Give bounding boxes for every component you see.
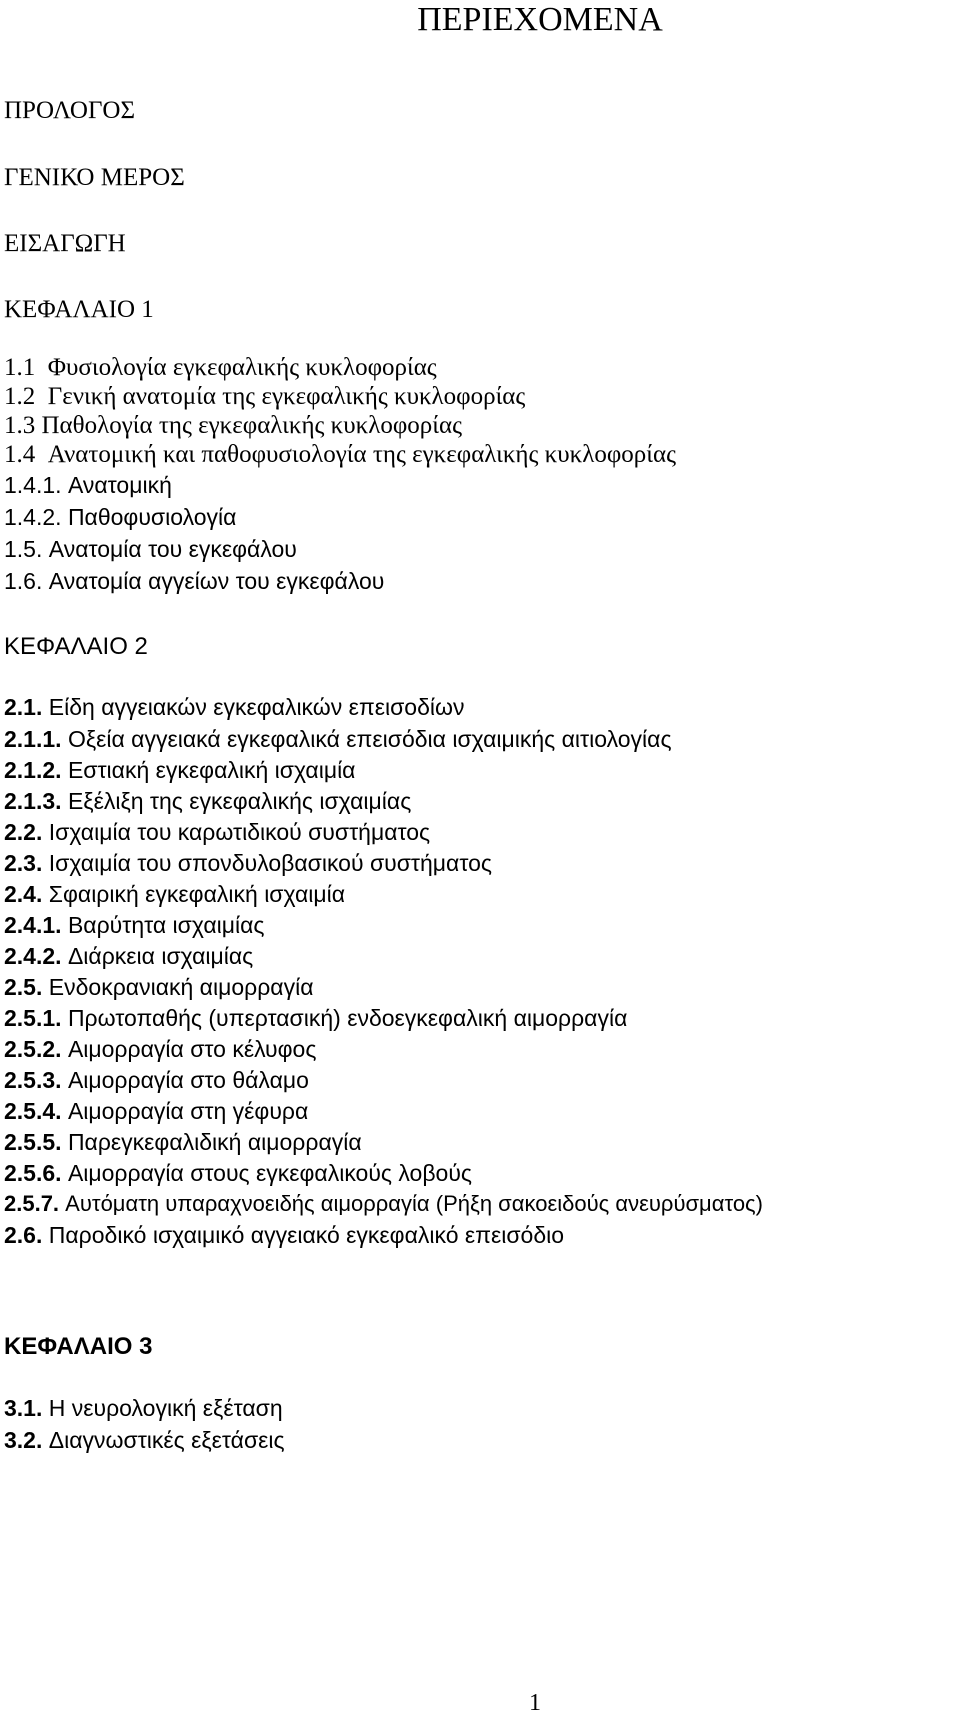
toc-number: 2.1.2. <box>4 757 62 783</box>
toc-number: 1.1 <box>4 354 36 381</box>
toc-entry <box>4 567 384 595</box>
toc-number: 2.4.1. <box>4 912 62 938</box>
toc-number: 2.5.5. <box>4 1129 62 1155</box>
heading-chapter-1: ΚΕΦΑΛΑΙΟ 1 <box>4 296 154 323</box>
toc-text: Αιμορραγία στους εγκεφαλικούς λοβούς <box>67 1160 473 1186</box>
toc-text: Ισχαιμία του σπονδυλοβασικού συστήματος <box>48 850 492 876</box>
toc-text: Η νευρολογική εξέταση <box>48 1395 283 1421</box>
toc-entry <box>4 1097 308 1125</box>
toc-number: 2.1. <box>4 694 43 720</box>
toc-number: 2.5.7. <box>4 1191 60 1216</box>
toc-number: 2.5.2. <box>4 1036 62 1062</box>
toc-text: Οξεία αγγειακά εγκεφαλικά επεισόδια ισχαιμικής αιτιολογίας <box>67 726 672 752</box>
toc-entry <box>4 880 345 908</box>
toc-number: 2.2. <box>4 819 43 845</box>
toc-text: Σφαιρική εγκεφαλική ισχαιμία <box>48 881 346 907</box>
toc-text: Διάρκεια ισχαιμίας <box>67 943 254 969</box>
toc-entry <box>4 849 492 877</box>
toc-entry <box>4 1035 316 1063</box>
toc-number: 3.1. <box>4 1395 43 1421</box>
toc-text: Εστιακή εγκεφαλική ισχαιμία <box>67 757 356 783</box>
toc-number: 1.6. <box>4 568 43 594</box>
toc-text: Παρεγκεφαλιδική αιμορραγία <box>67 1129 362 1155</box>
toc-number: 2.5.1. <box>4 1005 62 1031</box>
toc-entry <box>4 412 462 440</box>
toc-number: 1.5. <box>4 536 43 562</box>
toc-entry <box>4 535 297 563</box>
toc-text: Παθολογία της εγκεφαλικής κυκλοφορίας <box>41 412 462 439</box>
toc-text: Ανατομική και παθοφυσιολογία της εγκεφαλικής κυκλοφορίας <box>47 441 676 468</box>
toc-number: 2.5.6. <box>4 1160 62 1186</box>
toc-text: Αιμορραγία στο κέλυφος <box>67 1036 317 1062</box>
toc-text: Πρωτοπαθής (υπερτασική) ενδοεγκεφαλική αιμορραγία <box>67 1005 628 1031</box>
toc-text: Παροδικό ισχαιμικό αγγειακό εγκεφαλικό επεισόδιο <box>48 1222 565 1248</box>
toc-entry <box>4 354 437 382</box>
toc-entry <box>4 1159 472 1187</box>
toc-entry <box>4 441 676 469</box>
toc-number: 2.4.2. <box>4 943 62 969</box>
toc-entry <box>4 973 314 1001</box>
toc-text: Γενική ανατομία της εγκεφαλικής κυκλοφορίας <box>47 383 526 410</box>
toc-entry <box>4 756 355 784</box>
toc-entry <box>4 1394 283 1422</box>
toc-text: Ανατομική <box>67 472 172 498</box>
toc-text: Αιμορραγία στη γέφυρα <box>67 1098 309 1124</box>
toc-number: 2.1.3. <box>4 788 62 814</box>
toc-text: Αιμορραγία στο θάλαμο <box>67 1067 309 1093</box>
toc-text: Φυσιολογία εγκεφαλικής κυκλοφορίας <box>47 354 437 381</box>
toc-text: Ανατομία του εγκεφάλου <box>48 536 297 562</box>
toc-number: 2.5.3. <box>4 1067 62 1093</box>
toc-entry <box>4 471 172 499</box>
toc-entry <box>4 1004 627 1032</box>
toc-number: 1.2 <box>4 383 36 410</box>
toc-entry <box>4 725 672 753</box>
toc-number: 2.4. <box>4 881 43 907</box>
toc-text: Ισχαιμία του καρωτιδικού συστήματος <box>48 819 431 845</box>
toc-text: Ανατομία αγγείων του εγκεφάλου <box>48 568 385 594</box>
toc-entry <box>4 1128 362 1156</box>
page-title: ΠΕΡΙΕΧΟΜΕΝΑ <box>417 1 663 38</box>
heading-intro: ΕΙΣΑΓΩΓΗ <box>4 230 126 257</box>
toc-text: Αυτόματη υπαραχνοειδής αιμορραγία (Ρήξη σακοειδούς ανευρύσματος) <box>65 1191 763 1216</box>
toc-entry <box>4 1221 564 1249</box>
toc-number: 2.6. <box>4 1222 43 1248</box>
toc-entry <box>4 1066 309 1094</box>
toc-text: Παθοφυσιολογία <box>67 504 237 530</box>
toc-entry <box>4 1190 763 1218</box>
toc-entry <box>4 942 253 970</box>
toc-number: 1.4.1. <box>4 472 62 498</box>
heading-general: ΓΕΝΙΚΟ ΜΕΡΟΣ <box>4 164 185 191</box>
toc-text: Διαγνωστικές εξετάσεις <box>48 1427 285 1453</box>
heading-chapter-3: ΚΕΦΑΛΑΙΟ 3 <box>4 1333 153 1360</box>
toc-entry <box>4 787 411 815</box>
toc-entry <box>4 503 236 531</box>
toc-number: 3.2. <box>4 1427 43 1453</box>
toc-text: Βαρύτητα ισχαιμίας <box>67 912 265 938</box>
heading-prologue: ΠΡΟΛΟΓΟΣ <box>4 97 136 124</box>
toc-number: 1.4.2. <box>4 504 62 530</box>
toc-text: Είδη αγγειακών εγκεφαλικών επεισοδίων <box>48 694 465 720</box>
toc-text: Ενδοκρανιακή αιμορραγία <box>48 974 314 1000</box>
toc-number: 1.3 <box>4 412 36 439</box>
toc-entry <box>4 693 464 721</box>
toc-number: 1.4 <box>4 441 36 468</box>
toc-text: Εξέλιξη της εγκεφαλικής ισχαιμίας <box>67 788 412 814</box>
toc-entry <box>4 818 430 846</box>
page-number: 1 <box>529 1690 541 1716</box>
heading-chapter-2: ΚΕΦΑΛΑΙΟ 2 <box>4 633 148 660</box>
toc-entry <box>4 911 264 939</box>
toc-number: 2.3. <box>4 850 43 876</box>
toc-number: 2.5.4. <box>4 1098 62 1124</box>
toc-entry <box>4 383 525 411</box>
toc-number: 2.1.1. <box>4 726 62 752</box>
toc-number: 2.5. <box>4 974 43 1000</box>
toc-entry <box>4 1426 285 1454</box>
